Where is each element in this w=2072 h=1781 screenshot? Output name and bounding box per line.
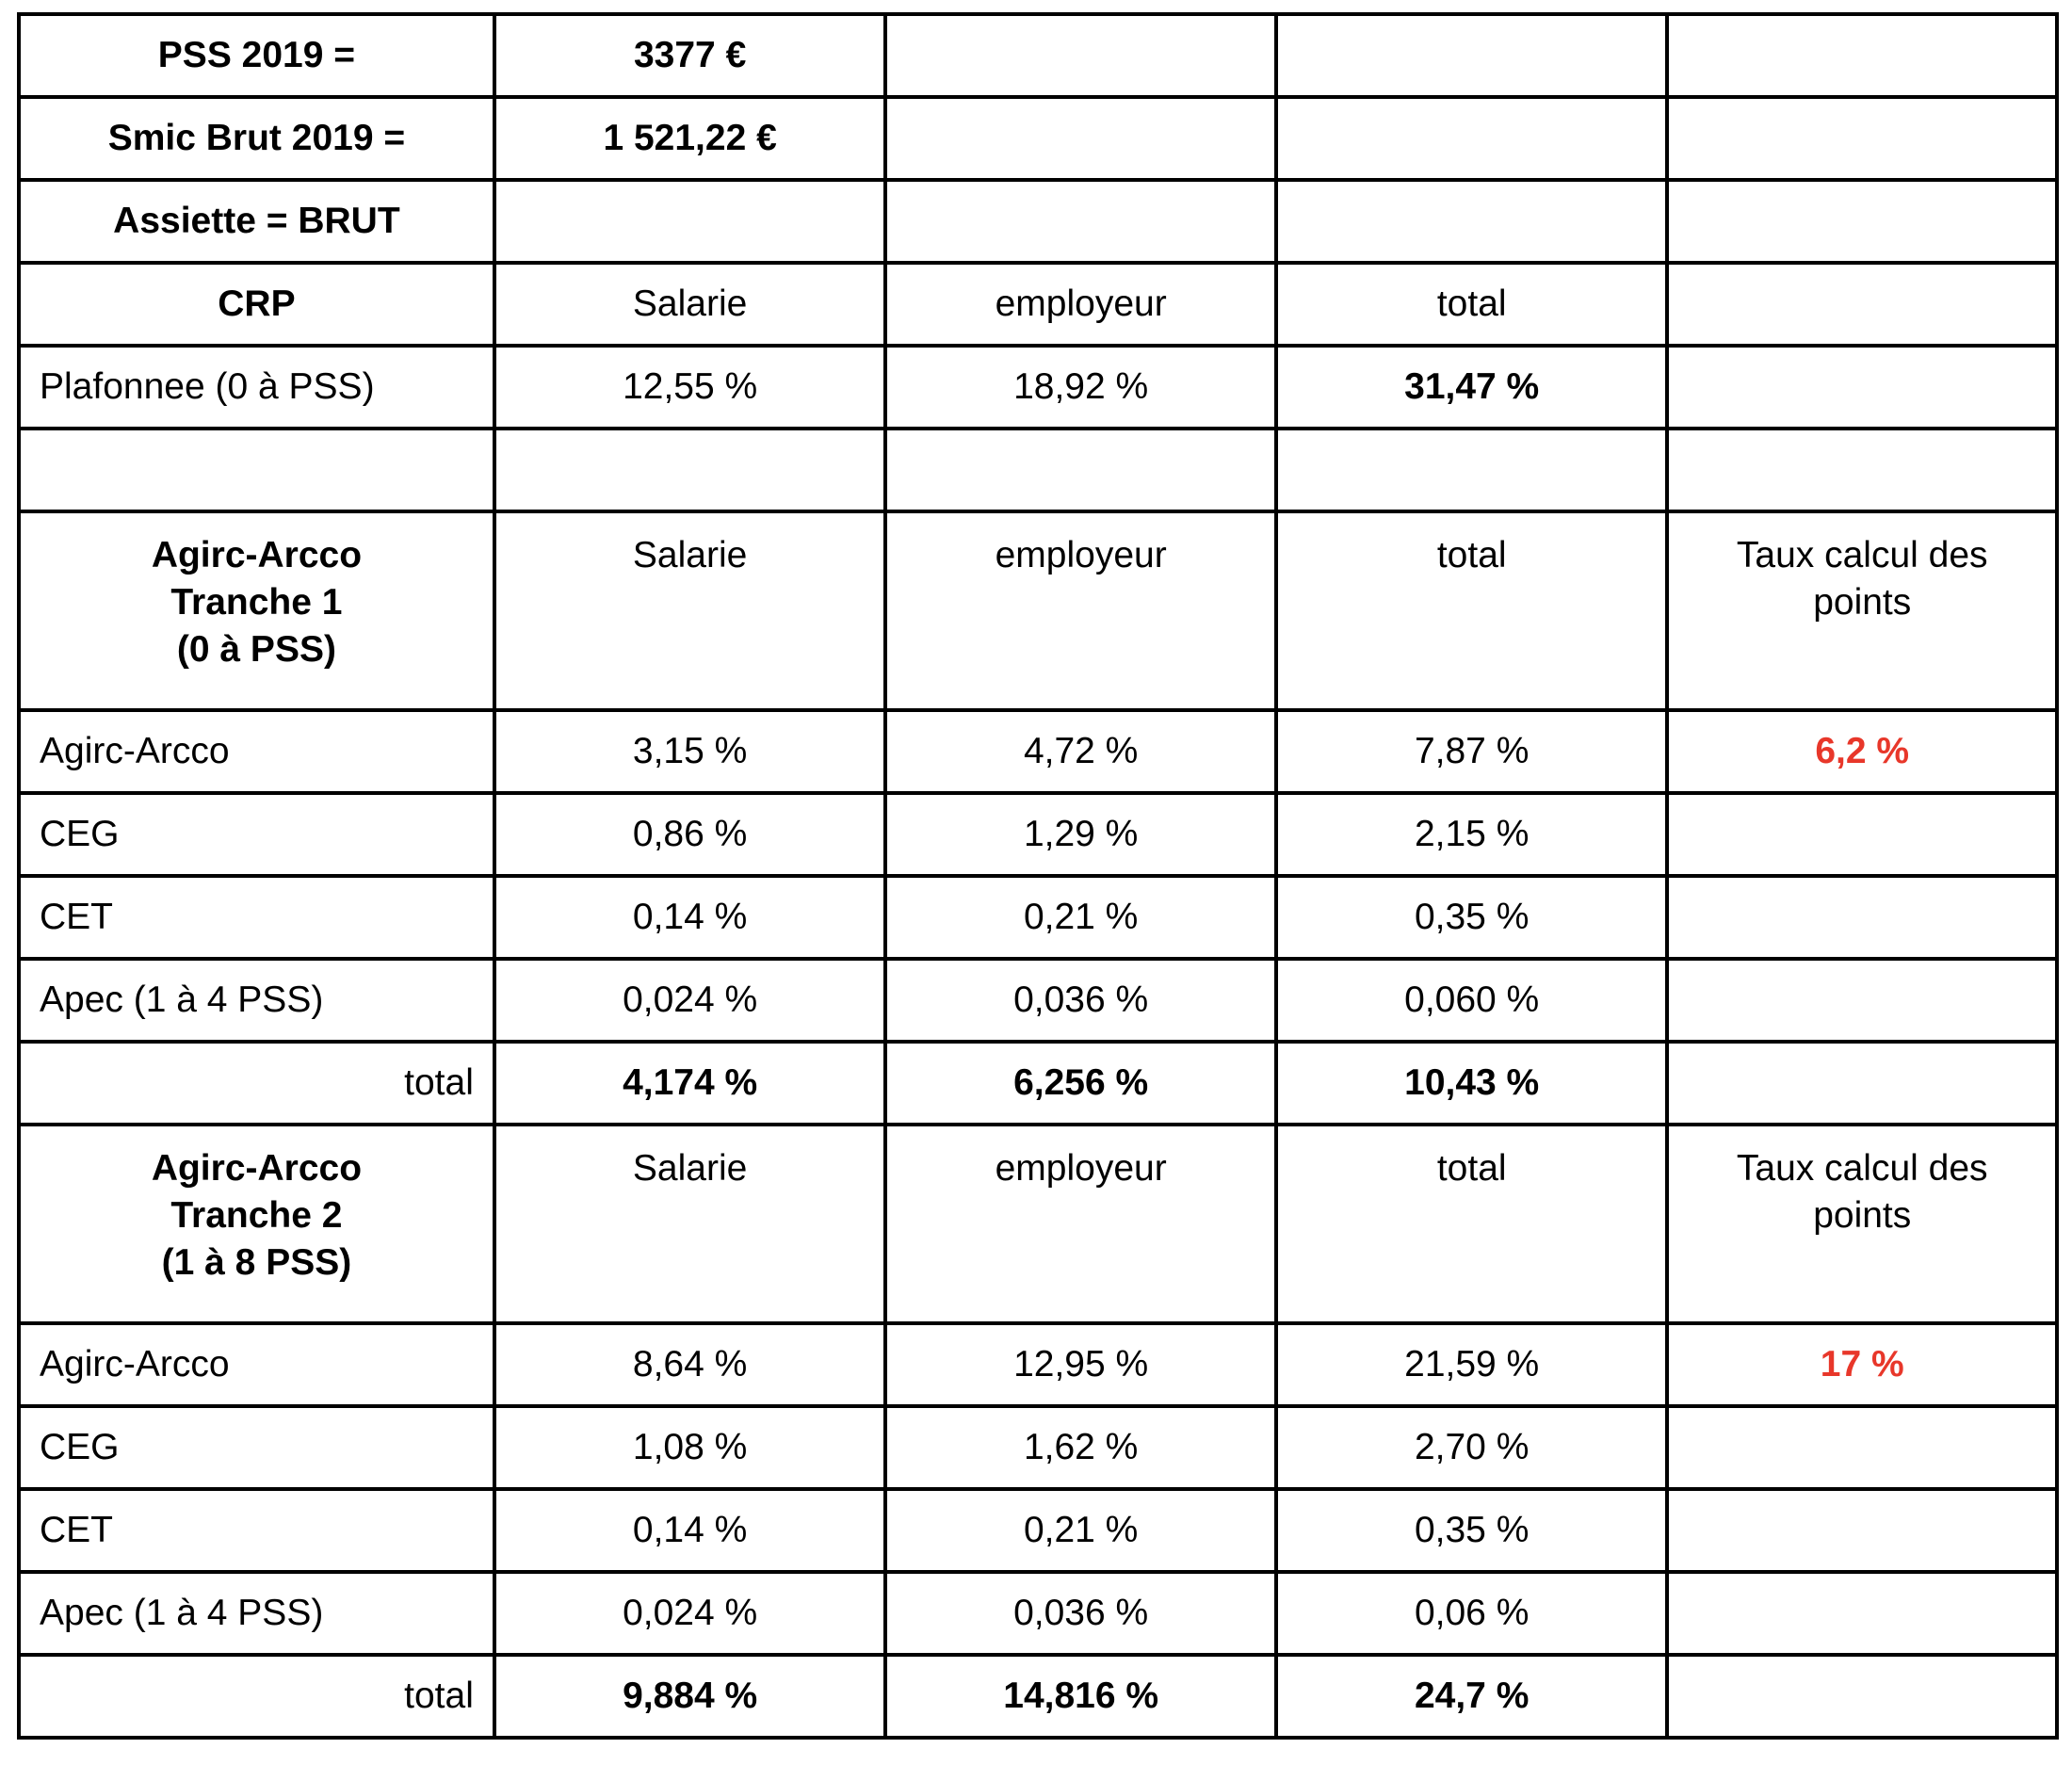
tranche2-title [19, 1125, 494, 1323]
row-label: Agirc-Arcco [19, 1323, 494, 1406]
empty-cell [1667, 429, 2057, 511]
assiette-row [19, 180, 2057, 263]
salarie-rate: 0,024 % [494, 959, 886, 1042]
title-line: (1 à 8 PSS) [161, 1242, 352, 1283]
contribution-rates-table [17, 12, 2059, 1740]
total-rate: 21,59 % [1276, 1323, 1668, 1406]
taux-points-rate [1667, 1572, 2057, 1655]
column-header-employeur: employeur [885, 511, 1276, 710]
row-label: CEG [19, 1406, 494, 1489]
empty-cell [885, 97, 1276, 180]
title-line: Agirc-Arcco [151, 1148, 363, 1189]
table-row [19, 1489, 2057, 1572]
grand-total: 10,43 % [1276, 1042, 1668, 1125]
tranche1-total-row [19, 1042, 2057, 1125]
taux-points-rate [1667, 876, 2057, 959]
employeur-rate: 4,72 % [885, 710, 1276, 793]
total-rate: 0,35 % [1276, 876, 1668, 959]
crp-title: CRP [19, 263, 494, 346]
title-line: Agirc-Arcco [151, 535, 363, 575]
empty-cell [19, 429, 494, 511]
empty-cell [494, 429, 886, 511]
taux-line: points [1813, 1195, 1912, 1236]
table-row [19, 1406, 2057, 1489]
tranche1-header-row [19, 511, 2057, 710]
total-rate: 0,06 % [1276, 1572, 1668, 1655]
taux-line: Taux calcul des [1736, 535, 1988, 575]
column-header-salarie: Salarie [494, 263, 886, 346]
salarie-rate: 0,14 % [494, 1489, 886, 1572]
taux-points-rate: 17 % [1667, 1323, 2057, 1406]
total-label: total [19, 1042, 494, 1125]
pss-label: PSS 2019 = [19, 14, 494, 97]
empty-cell [494, 180, 886, 263]
smic-value: 1 521,22 € [494, 97, 886, 180]
column-header-employeur: employeur [885, 1125, 1276, 1323]
empty-cell [885, 180, 1276, 263]
column-header-total: total [1276, 263, 1668, 346]
salarie-rate: 0,14 % [494, 876, 886, 959]
empty-cell [1667, 346, 2057, 429]
column-header-employeur: employeur [885, 263, 1276, 346]
table-row [19, 793, 2057, 876]
empty-cell [885, 429, 1276, 511]
row-label: CET [19, 876, 494, 959]
pss-value: 3377 € [494, 14, 886, 97]
column-header-total: total [1276, 1125, 1668, 1323]
salarie-rate: 0,86 % [494, 793, 886, 876]
row-label: CEG [19, 793, 494, 876]
employeur-total: 14,816 % [885, 1655, 1276, 1738]
employeur-rate: 0,036 % [885, 1572, 1276, 1655]
empty-cell [1667, 14, 2057, 97]
taux-line: Taux calcul des [1736, 1148, 1988, 1189]
title-line: Tranche 1 [170, 582, 343, 623]
pss-row [19, 14, 2057, 97]
column-header-salarie: Salarie [494, 1125, 886, 1323]
title-line: (0 à PSS) [176, 629, 336, 670]
empty-cell [1276, 97, 1668, 180]
employeur-rate: 0,21 % [885, 1489, 1276, 1572]
taux-points-rate [1667, 1489, 2057, 1572]
empty-cell [1276, 14, 1668, 97]
column-header-total: total [1276, 511, 1668, 710]
column-header-salarie: Salarie [494, 511, 886, 710]
empty-cell [1667, 1042, 2057, 1125]
taux-points-rate [1667, 1406, 2057, 1489]
crp-plafonnee-row [19, 346, 2057, 429]
total-rate: 7,87 % [1276, 710, 1668, 793]
empty-cell [1276, 429, 1668, 511]
taux-line: points [1813, 582, 1912, 623]
assiette-label: Assiette = BRUT [19, 180, 494, 263]
tranche1-title [19, 511, 494, 710]
row-label: CET [19, 1489, 494, 1572]
row-label: Plafonnee (0 à PSS) [19, 346, 494, 429]
total-rate: 0,35 % [1276, 1489, 1668, 1572]
empty-cell [885, 14, 1276, 97]
salarie-rate: 3,15 % [494, 710, 886, 793]
table-row [19, 710, 2057, 793]
empty-cell [1276, 180, 1668, 263]
smic-label: Smic Brut 2019 = [19, 97, 494, 180]
salarie-total: 9,884 % [494, 1655, 886, 1738]
employeur-total: 6,256 % [885, 1042, 1276, 1125]
empty-cell [1667, 263, 2057, 346]
empty-cell [1667, 1655, 2057, 1738]
total-rate: 2,15 % [1276, 793, 1668, 876]
tranche2-header-row [19, 1125, 2057, 1323]
table-row [19, 876, 2057, 959]
row-label: Agirc-Arcco [19, 710, 494, 793]
employeur-rate: 12,95 % [885, 1323, 1276, 1406]
salarie-total: 4,174 % [494, 1042, 886, 1125]
smic-row [19, 97, 2057, 180]
column-header-taux [1667, 1125, 2057, 1323]
table-row [19, 1323, 2057, 1406]
taux-points-rate [1667, 959, 2057, 1042]
table-row [19, 959, 2057, 1042]
tranche2-total-row [19, 1655, 2057, 1738]
total-label: total [19, 1655, 494, 1738]
table-row [19, 1572, 2057, 1655]
employeur-rate: 0,21 % [885, 876, 1276, 959]
salarie-rate: 12,55 % [494, 346, 886, 429]
employeur-rate: 1,62 % [885, 1406, 1276, 1489]
total-rate: 0,060 % [1276, 959, 1668, 1042]
employeur-rate: 0,036 % [885, 959, 1276, 1042]
empty-cell [1667, 180, 2057, 263]
total-rate: 2,70 % [1276, 1406, 1668, 1489]
salarie-rate: 1,08 % [494, 1406, 886, 1489]
spacer-row [19, 429, 2057, 511]
grand-total: 24,7 % [1276, 1655, 1668, 1738]
row-label: Apec (1 à 4 PSS) [19, 1572, 494, 1655]
employeur-rate: 18,92 % [885, 346, 1276, 429]
taux-points-rate: 6,2 % [1667, 710, 2057, 793]
taux-points-rate [1667, 793, 2057, 876]
column-header-taux [1667, 511, 2057, 710]
title-line: Tranche 2 [170, 1195, 343, 1236]
total-rate: 31,47 % [1276, 346, 1668, 429]
employeur-rate: 1,29 % [885, 793, 1276, 876]
salarie-rate: 0,024 % [494, 1572, 886, 1655]
empty-cell [1667, 97, 2057, 180]
salarie-rate: 8,64 % [494, 1323, 886, 1406]
crp-header-row [19, 263, 2057, 346]
row-label: Apec (1 à 4 PSS) [19, 959, 494, 1042]
